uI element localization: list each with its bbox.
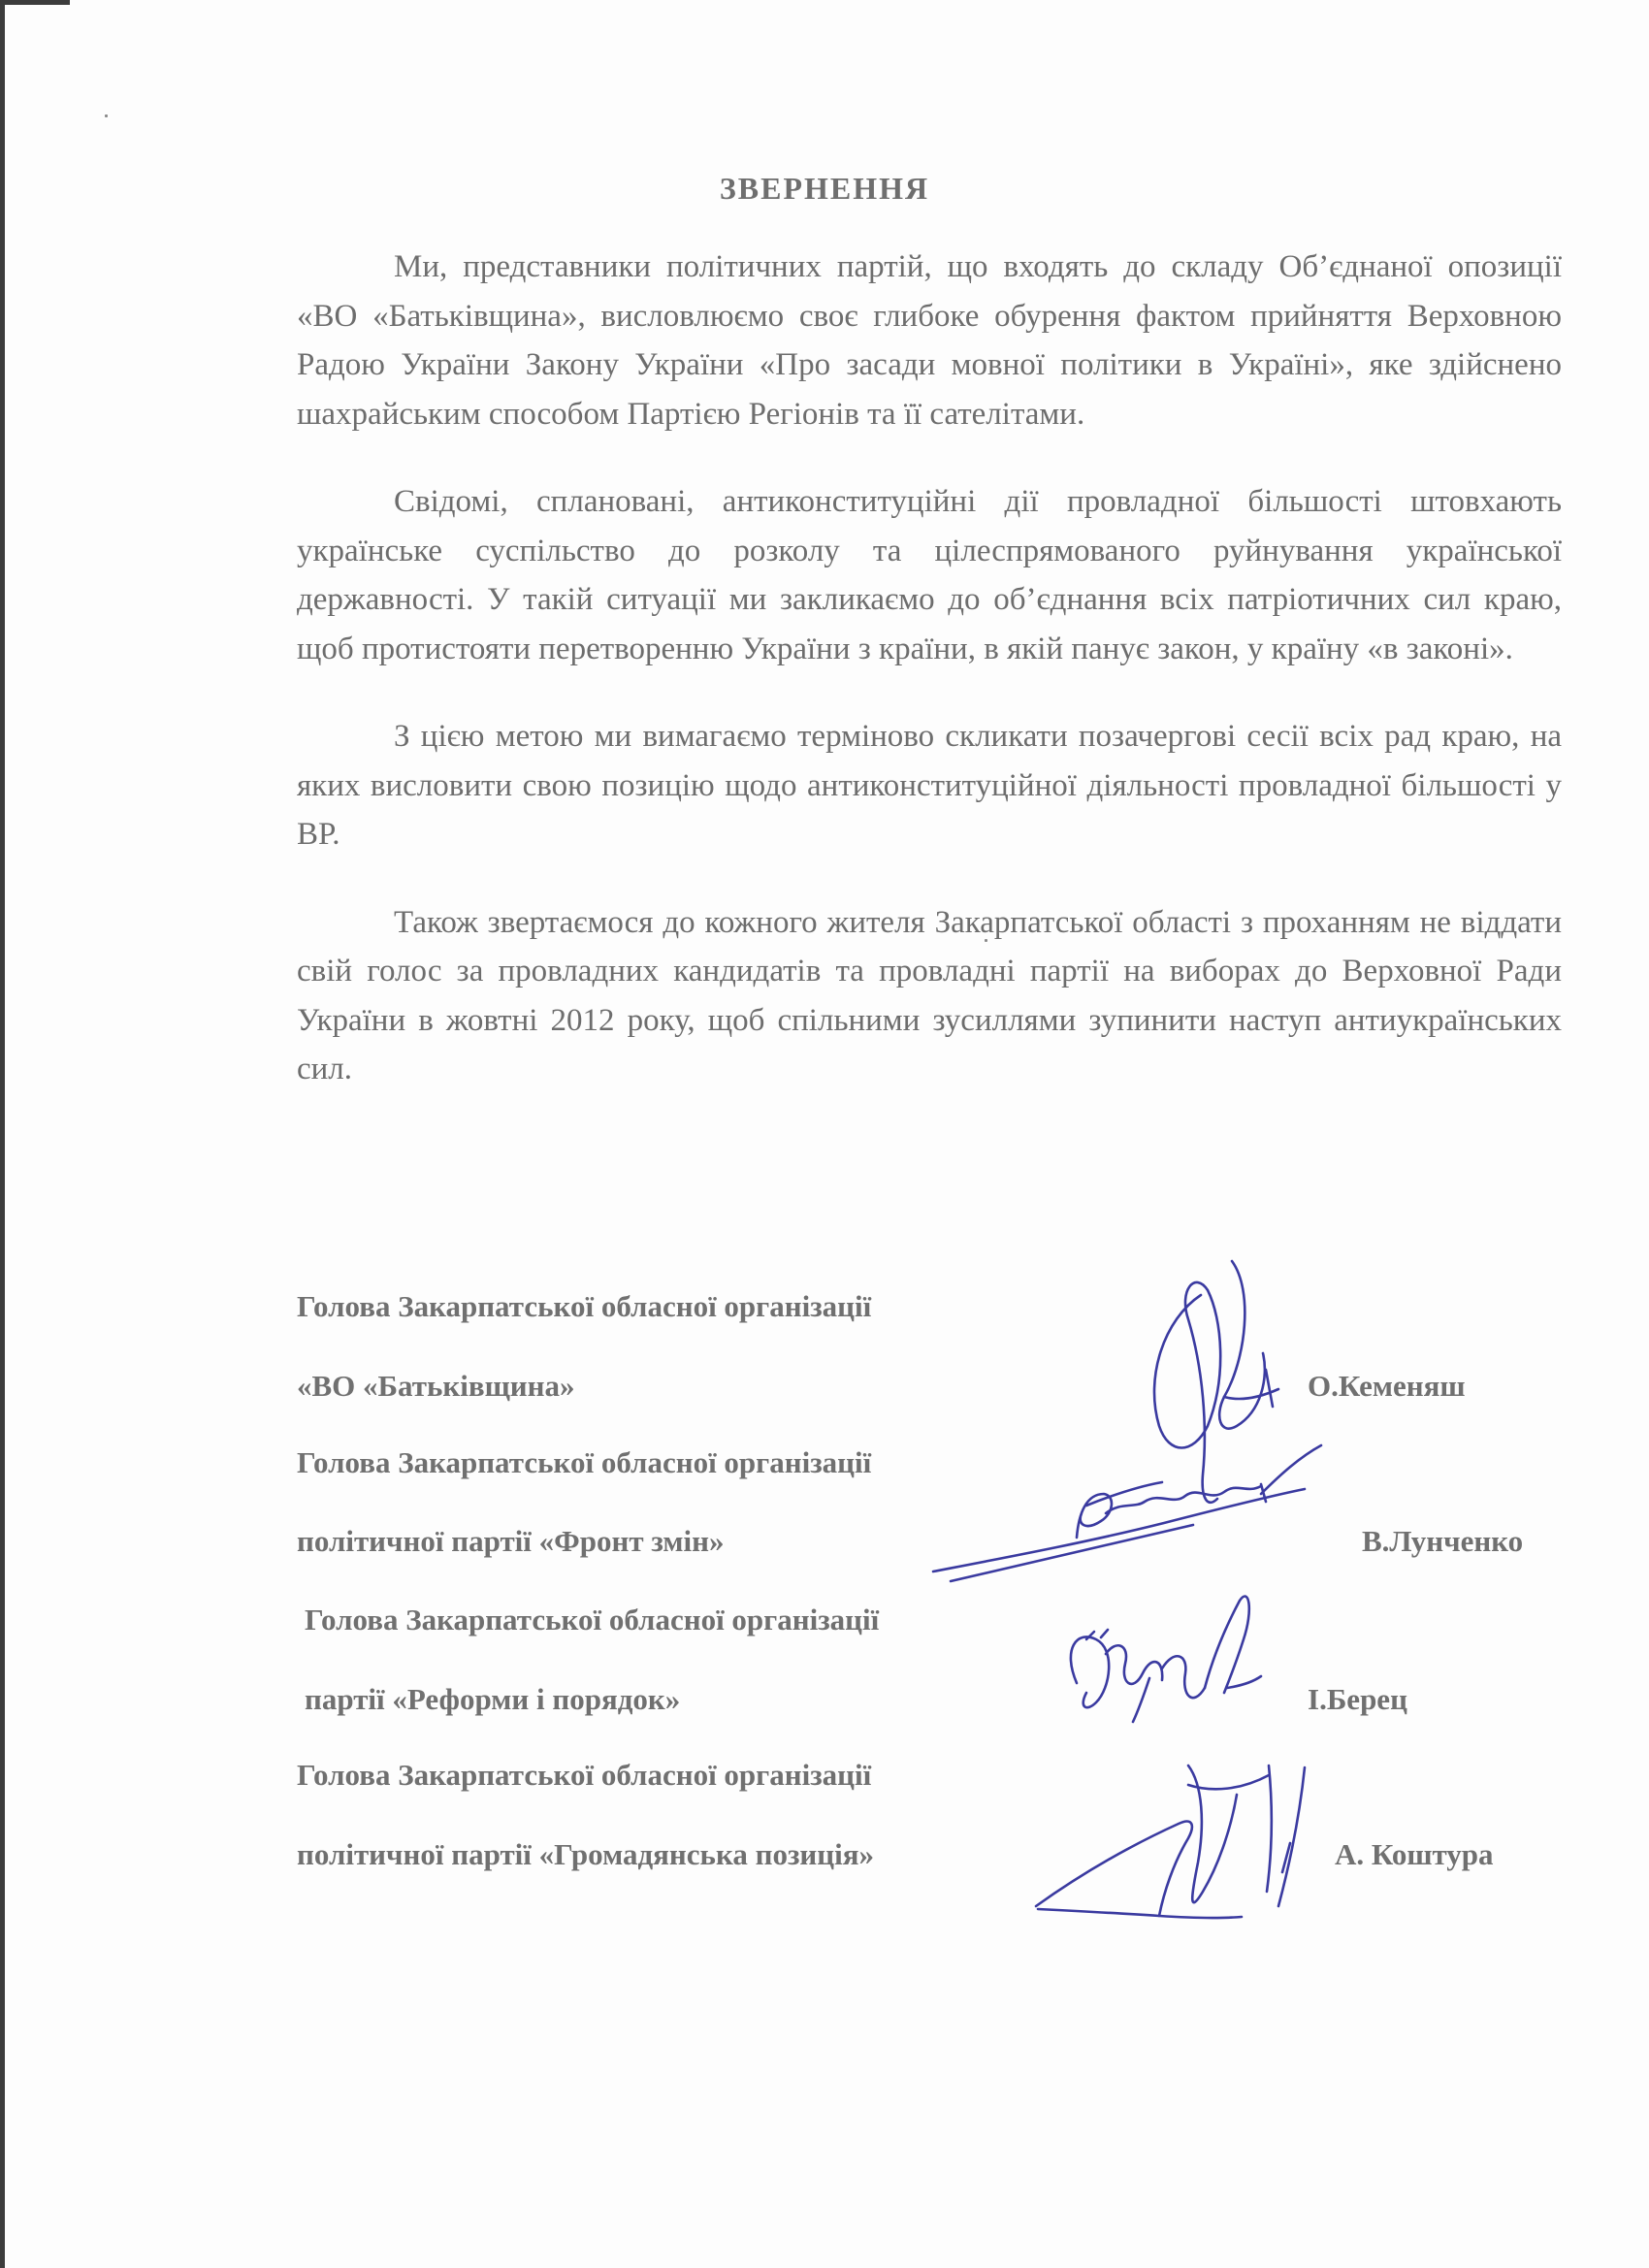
paragraph-4: Також звертаємося до кожного жителя Закарпатської області з проханням не віддати свій голос за провладних кандидатів та провладні партії на виборах до Верховної Ради України в жовтні 2012 року, щоб спільними зусиллями зупинити наступ антиукраїнських сил. — [297, 904, 1562, 1086]
signatory-4-name: А. Коштура — [1335, 1837, 1494, 1871]
scan-edge — [0, 0, 5, 2268]
signature-4 — [1036, 1766, 1305, 1918]
signatory-4-position-line1: Голова Закарпатської обласної організації — [297, 1758, 872, 1792]
signatory-3-name: І.Берец — [1308, 1682, 1407, 1716]
signature-3 — [1071, 1597, 1261, 1722]
scan-corner — [0, 0, 70, 5]
signatory-1-position-line2: «ВО «Батьківщина» — [297, 1369, 575, 1403]
paragraph-1: Ми, представники політичних партій, що входять до складу Об’єднаної опозиції «ВО «Батьківщина», висловлюємо своє глибоке обурення фактом прийняття Верховною Радою України Закону України «Про засади мовної політики в Україні», яке здійснено шахрайським способом Партією Регіонів та її сателітами. — [297, 249, 1562, 432]
signature-2 — [933, 1445, 1321, 1581]
document-body — [297, 243, 1562, 1094]
signature-1 — [1154, 1261, 1278, 1503]
signatory-3-position-line1: Голова Закарпатської обласної організації — [305, 1603, 880, 1636]
signatory-2-position-line1: Голова Закарпатської обласної організації — [297, 1445, 872, 1479]
signatory-1-name: О.Кеменяш — [1308, 1369, 1466, 1403]
signatory-2-position-line2: політичної партії «Фронт змін» — [297, 1524, 725, 1558]
signatory-4-position-line2: політичної партії «Громадянська позиція» — [297, 1837, 875, 1871]
document-title: ЗВЕРНЕННЯ — [719, 171, 930, 206]
paragraph-2: Свідомі, сплановані, антиконституційні дії провладної більшості штовхають українське суспільство до розколу та цілеспрямованого руйнування української державності. У такій ситуації ми закликаємо до об’єднання всіх патріотичних сил краю, щоб протистояти перетворенню України з країни, в якій панує закон, у країну «в законі». — [297, 484, 1562, 666]
signatory-3-position-line2: партії «Реформи і порядок» — [305, 1682, 681, 1716]
scan-speck — [105, 114, 108, 117]
paragraph-3: З цією метою ми вимагаємо терміново скликати позачергові сесії всіх рад краю, на яких висловити свою позицію щодо антиконституційної діяльності провладної більшості у ВР. — [297, 719, 1562, 852]
signatory-1-position-line1: Голова Закарпатської обласної організації — [297, 1289, 872, 1323]
signatory-2-name: В.Лунченко — [1362, 1524, 1524, 1558]
